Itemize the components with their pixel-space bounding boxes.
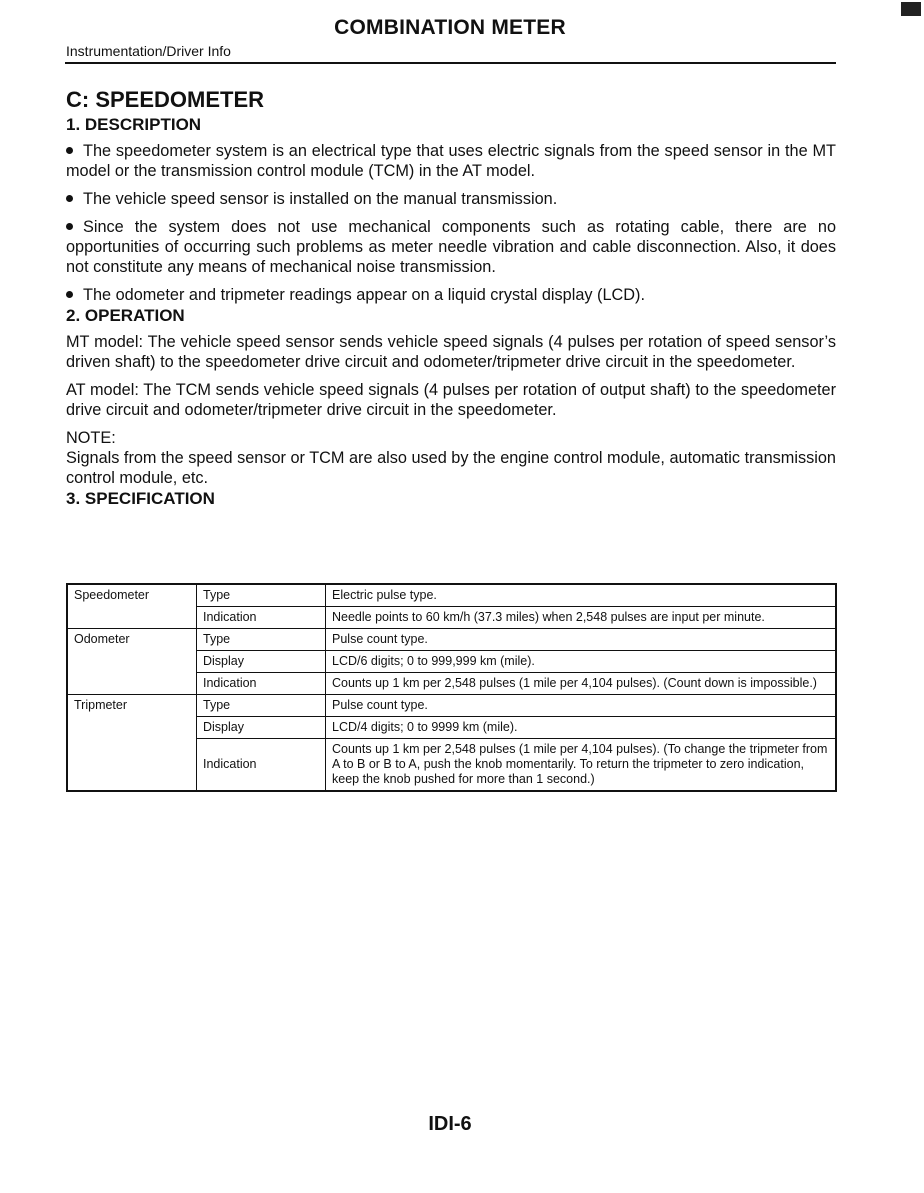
bullet-icon [66, 223, 73, 230]
operation-heading: 2. OPERATION [66, 306, 185, 325]
table-cell-value: LCD/6 digits; 0 to 999,999 km (mile). [326, 651, 837, 673]
table-cell-param: Indication [197, 739, 326, 792]
table-cell-param: Display [197, 717, 326, 739]
table-cell-value: LCD/4 digits; 0 to 9999 km (mile). [326, 717, 837, 739]
table-cell-param: Type [197, 695, 326, 717]
table-cell-param: Type [197, 584, 326, 607]
table-row [67, 629, 836, 651]
header-divider [65, 62, 836, 64]
bullet-text: The vehicle speed sensor is installed on the manual transmission. [83, 190, 558, 208]
specification-heading: 3. SPECIFICATION [66, 489, 215, 508]
bullet-icon [66, 195, 73, 202]
table-cell-value: Counts up 1 km per 2,548 pulses (1 mile per 4,104 pulses). (To change the tripmeter from A to B or B to A, push the knob momentarily. To return the tripmeter to zero indication, keep the knob pushed for more than 1 second.) [326, 739, 837, 792]
bullet-icon [66, 147, 73, 154]
table-cell-item: Tripmeter [67, 695, 197, 792]
table-cell-value: Electric pulse type. [326, 584, 837, 607]
table-row [67, 695, 836, 717]
note-text: Signals from the speed sensor or TCM are also used by the engine control module, automatic transmission control module, etc. [66, 449, 836, 487]
table-cell-item: Speedometer [67, 584, 197, 629]
description-heading: 1. DESCRIPTION [66, 115, 202, 134]
table-cell-param: Type [197, 629, 326, 651]
table-cell-param: Display [197, 651, 326, 673]
note-label: NOTE: [66, 429, 116, 447]
table-cell-param: Indication [197, 673, 326, 695]
table-cell-value: Pulse count type. [326, 695, 837, 717]
section-heading: C: SPEEDOMETER [66, 87, 265, 112]
bullet-text: The odometer and tripmeter readings appear on a liquid crystal display (LCD). [83, 286, 645, 304]
section-label: Instrumentation/Driver Info [66, 43, 231, 59]
table-cell-value: Needle points to 60 km/h (37.3 miles) when 2,548 pulses are input per minute. [326, 607, 837, 629]
bullet-icon [66, 291, 73, 298]
bullet-text: The speedometer system is an electrical type that uses electric signals from the speed sensor in the MT model or the transmission control module (TCM) in the AT model. [66, 142, 836, 180]
page-number: IDI-6 [428, 1113, 472, 1135]
corner-mark [901, 2, 921, 16]
table-cell-item: Odometer [67, 629, 197, 695]
bullet-text: Since the system does not use mechanical components such as rotating cable, there are no opportunities of occurring such problems as meter needle vibration and cable disconnection. Also, it does not constitute any means of mechanical noise transmission. [66, 218, 836, 276]
description-bullet [66, 189, 836, 209]
table-row [67, 584, 836, 607]
table-cell-value: Counts up 1 km per 2,548 pulses (1 mile per 4,104 pulses). (Count down is impossible.) [326, 673, 837, 695]
mt-model-text: MT model: The vehicle speed sensor sends vehicle speed signals (4 pulses per rotation of speed sensor’s driven shaft) to the speedometer drive circuit and odometer/tripmeter drive circuit in the speedometer. [66, 333, 836, 371]
description-bullet [66, 285, 836, 305]
document-title: COMBINATION METER [334, 16, 566, 39]
table-cell-value: Pulse count type. [326, 629, 837, 651]
at-model-text: AT model: The TCM sends vehicle speed signals (4 pulses per rotation of output shaft) to the speedometer drive circuit and odometer/tripmeter drive circuit in the speedometer. [66, 381, 836, 419]
description-bullet [66, 141, 836, 181]
description-bullet [66, 217, 836, 277]
table-cell-param: Indication [197, 607, 326, 629]
main-content [66, 86, 836, 510]
specification-table [66, 583, 837, 792]
